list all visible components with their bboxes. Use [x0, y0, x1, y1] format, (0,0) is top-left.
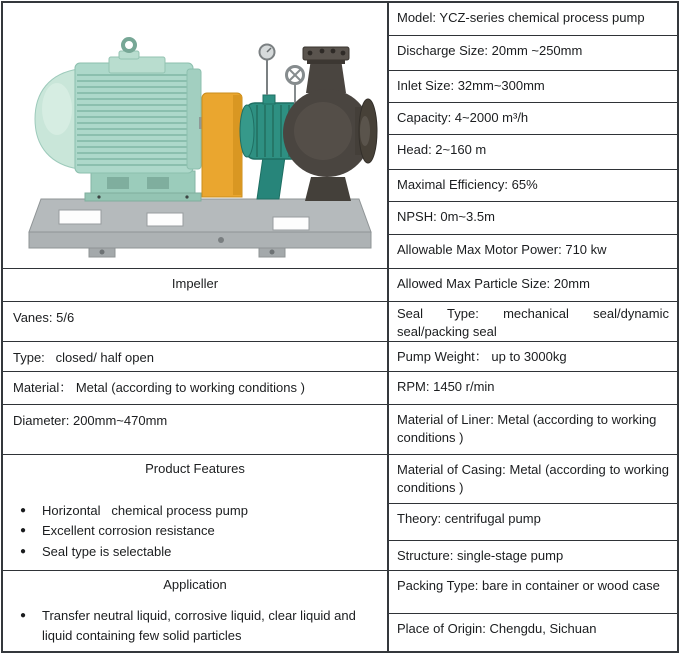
- spec-row-pump-weight: Pump Weight： up to 3000kg: [389, 342, 677, 372]
- base-plate: [29, 199, 371, 257]
- impeller-diameter-row: Diameter: 200mm~470mm: [3, 405, 387, 455]
- application-header: Application: [163, 577, 227, 593]
- list-item: [3, 521, 387, 542]
- bullet-icon: ●: [20, 504, 27, 516]
- list-item: [3, 501, 387, 522]
- right-column: [387, 3, 677, 651]
- product-features-list: [3, 501, 387, 563]
- spec-row-head: Head: 2~160 m: [389, 135, 677, 170]
- impeller-type-row: Type: closed/ half open: [3, 342, 387, 372]
- spec-row-packing-type: Packing Type: bare in container or wood case: [389, 571, 677, 614]
- pressure-gauge-icon: [260, 45, 275, 96]
- bullet-icon: ●: [20, 610, 27, 622]
- spec-row-npsh: NPSH: 0m~3.5m: [389, 202, 677, 235]
- suction-flange: [355, 99, 377, 163]
- vanes-row: Vanes: 5/6: [3, 302, 387, 342]
- bullet-icon: ●: [20, 545, 27, 557]
- discharge-flange: [303, 47, 349, 64]
- lifting-eye-icon: [123, 39, 135, 51]
- impeller-section-header: Impeller: [3, 269, 387, 302]
- product-features-header: Product Features: [145, 460, 245, 476]
- pump-photo-cell: [3, 3, 387, 269]
- left-column: [3, 3, 387, 651]
- coupling-guard: [202, 93, 242, 197]
- spec-row-discharge-size: Discharge Size: 20mm ~250mm: [389, 36, 677, 71]
- list-item: [3, 606, 387, 646]
- list-item: [3, 542, 387, 563]
- spec-row-capacity: Capacity: 4~2000 m³/h: [389, 103, 677, 135]
- feature-text: Horizontal chemical process pump: [42, 502, 248, 518]
- application-text: Transfer neutral liquid, corrosive liquid, clear liquid and liquid containing few solid particles: [42, 608, 356, 644]
- spec-row-max-motor-power: Allowable Max Motor Power: 710 kw: [389, 235, 677, 269]
- spec-row-seal-type: Seal Type: mechanical seal/dynamic seal/packing seal: [389, 302, 677, 342]
- product-features-section: [3, 455, 387, 572]
- spec-row-rpm: RPM: 1450 r/min: [389, 372, 677, 405]
- spec-row-liner-material: Material of Liner: Metal (according to working conditions ): [389, 405, 677, 455]
- impeller-material-row: Material： Metal (according to working conditions ): [3, 372, 387, 405]
- application-list: [3, 606, 387, 646]
- motor: [35, 39, 201, 201]
- spec-row-inlet-size: Inlet Size: 32mm~300mm: [389, 71, 677, 103]
- spec-row-structure: Structure: single-stage pump: [389, 541, 677, 571]
- spec-table: [1, 1, 679, 653]
- spec-row-max-efficiency: Maximal Efficiency: 65%: [389, 170, 677, 203]
- volute-casing: [283, 47, 377, 201]
- spec-row-casing-material: Material of Casing: Metal (according to working conditions ): [389, 455, 677, 505]
- spec-row-place-of-origin: Place of Origin: Chengdu, Sichuan: [397, 621, 597, 637]
- feature-text: Excellent corrosion resistance: [42, 523, 215, 539]
- application-section: [3, 571, 387, 651]
- feature-text: Seal type is selectable: [42, 543, 172, 559]
- spec-row-theory: Theory: centrifugal pump: [389, 504, 677, 541]
- bullet-icon: ●: [20, 525, 27, 537]
- spec-row-model: Model: YCZ-series chemical process pump: [389, 3, 677, 36]
- spec-row-max-particle-size: Allowed Max Particle Size: 20mm: [389, 269, 677, 302]
- pump-photo: [11, 7, 379, 265]
